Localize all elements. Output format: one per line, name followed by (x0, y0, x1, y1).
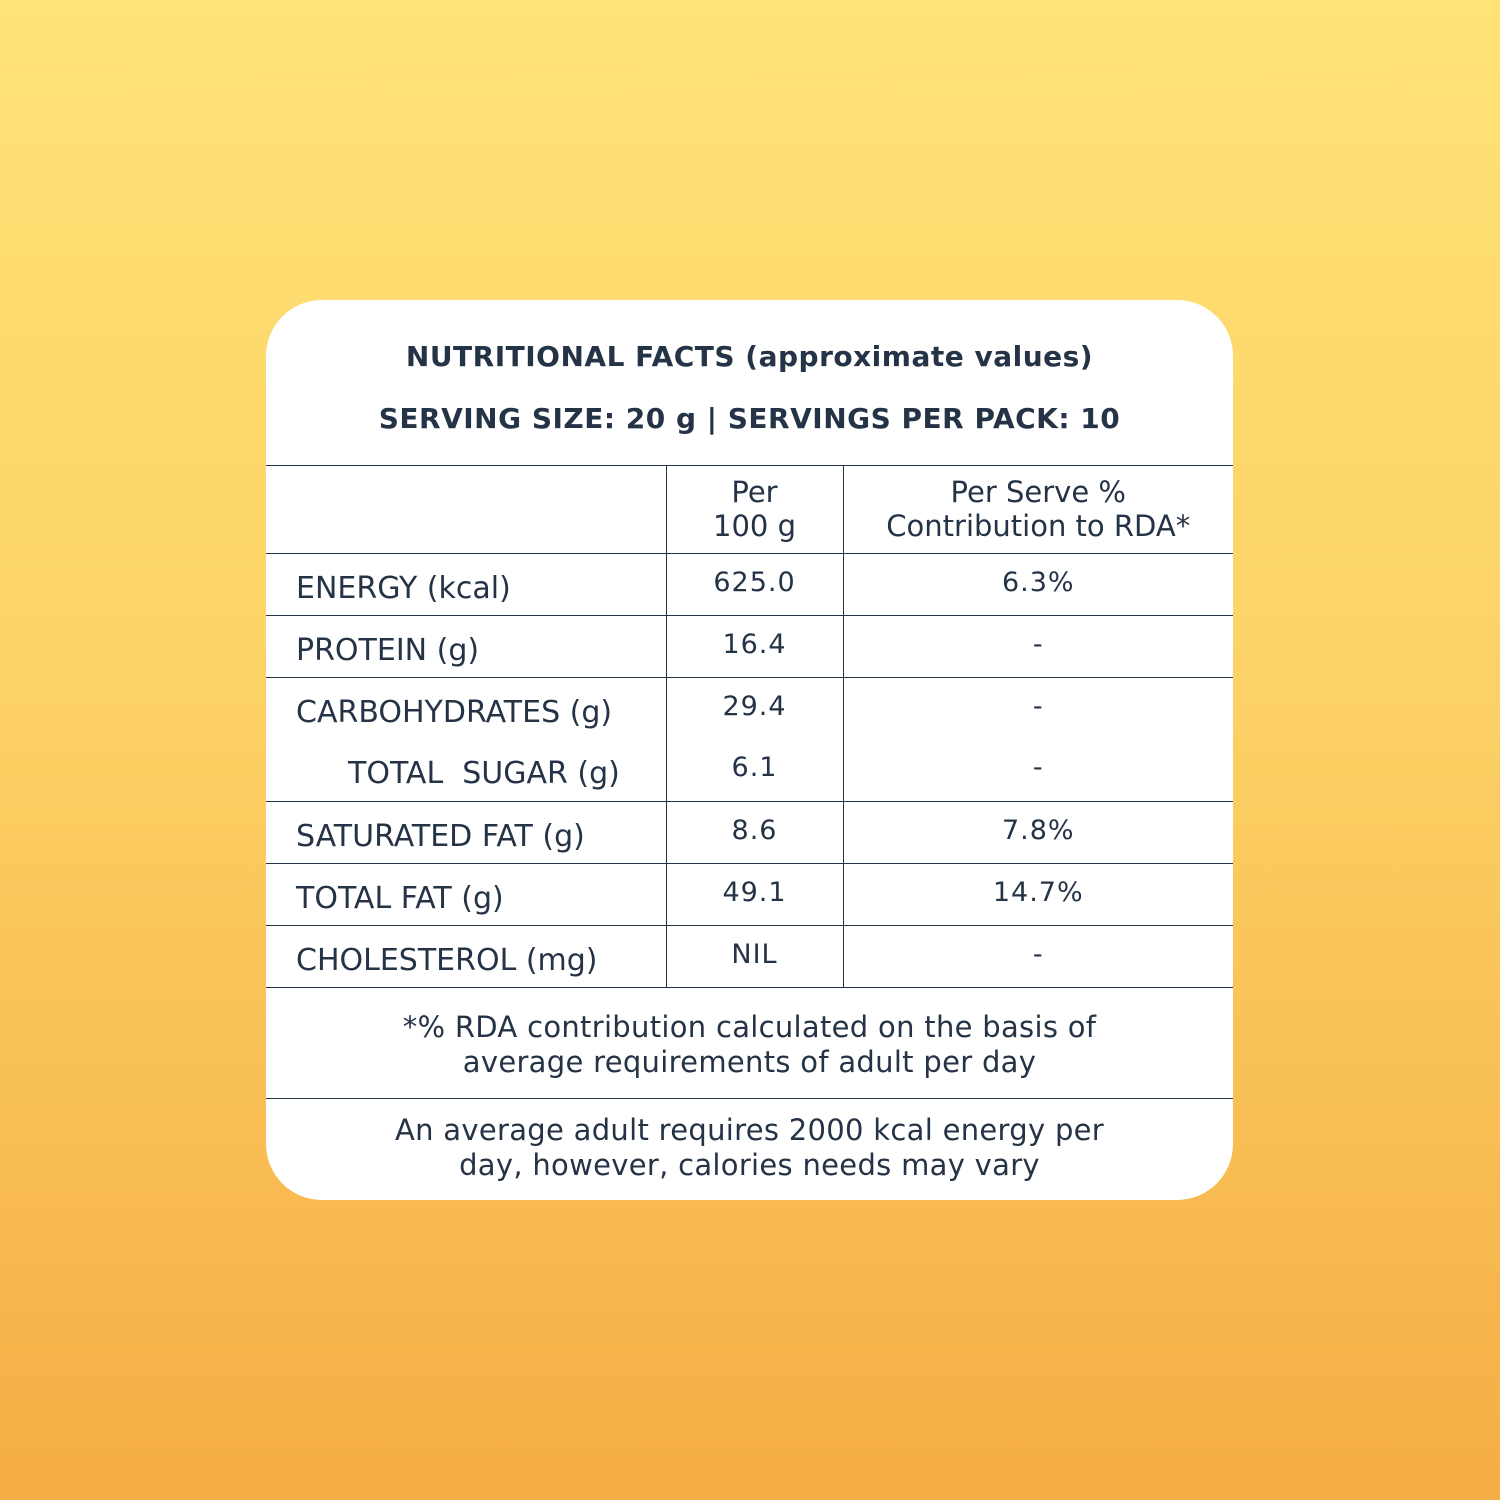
header-per-100g (666, 466, 843, 553)
row-rda: - (843, 739, 1233, 801)
row-per-100g: 625.0 (666, 553, 843, 615)
table-row-carbohydrates (266, 677, 1233, 739)
row-rda: 14.7% (843, 863, 1233, 925)
row-label: TOTAL SUGAR (g) (266, 739, 666, 801)
row-per-100g: 6.1 (666, 739, 843, 801)
table-row-energy (266, 553, 1233, 615)
nutrition-facts-card (266, 300, 1233, 1200)
header-rda-line2: Contribution to RDA* (886, 509, 1191, 544)
energy-note-line2: day, however, calories needs may vary (459, 1147, 1040, 1182)
energy-note-line1: An average adult requires 2000 kcal energy per (394, 1112, 1105, 1147)
header-per-100g-line1: Per (731, 475, 778, 510)
row-rda: 7.8% (843, 801, 1233, 863)
table-row-total-sugar (266, 739, 1233, 801)
row-per-100g: 49.1 (666, 863, 843, 925)
row-label: ENERGY (kcal) (266, 553, 666, 615)
serving-info: SERVING SIZE: 20 g | SERVINGS PER PACK: 10 (378, 402, 1121, 435)
table-header-row (266, 466, 1233, 553)
row-label: SATURATED FAT (g) (266, 801, 666, 863)
nutrition-heading (266, 300, 1233, 466)
rda-footnote-line1: *% RDA contribution calculated on the basis of (402, 1009, 1097, 1044)
header-rda (843, 466, 1233, 553)
table-row-total-fat (266, 863, 1233, 925)
rda-footnote-line2: average requirements of adult per day (462, 1044, 1037, 1079)
rda-footnote (266, 988, 1233, 1099)
row-per-100g: NIL (666, 925, 843, 987)
row-label: PROTEIN (g) (266, 615, 666, 677)
row-per-100g: 16.4 (666, 615, 843, 677)
nutrition-title: NUTRITIONAL FACTS (approximate values) (405, 340, 1094, 373)
header-per-100g-line2: 100 g (713, 509, 796, 544)
table-row-cholesterol (266, 925, 1233, 987)
table-row-saturated-fat (266, 801, 1233, 863)
row-rda: - (843, 677, 1233, 739)
row-label: CARBOHYDRATES (g) (296, 694, 613, 730)
row-label: TOTAL FAT (g) (266, 863, 666, 925)
header-rda-line1: Per Serve % (950, 475, 1126, 510)
row-rda: - (843, 615, 1233, 677)
row-rda: 6.3% (843, 553, 1233, 615)
header-empty-cell (266, 466, 666, 553)
nutrition-table (266, 466, 1233, 988)
row-per-100g: 29.4 (666, 677, 843, 739)
energy-note (266, 1099, 1233, 1183)
row-label: CHOLESTEROL (mg) (266, 925, 666, 987)
row-per-100g: 8.6 (666, 801, 843, 863)
row-rda: - (843, 925, 1233, 987)
table-row-protein (266, 615, 1233, 677)
